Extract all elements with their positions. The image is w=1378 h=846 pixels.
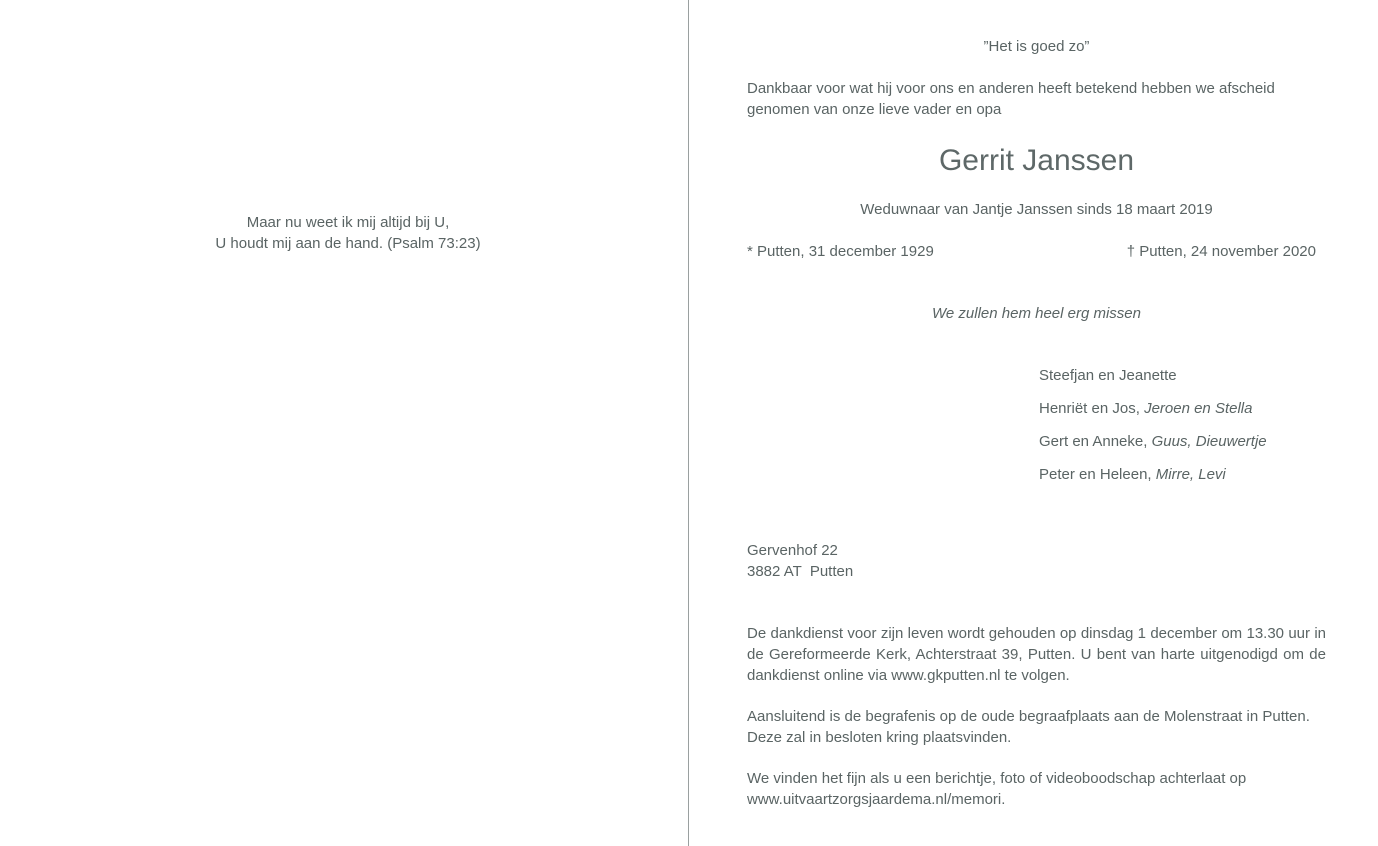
- widower-line: Weduwnaar van Jantje Janssen sinds 18 maart 2019: [860, 201, 1213, 218]
- family-row: [1039, 365, 1267, 398]
- messages-line-1: We vinden het fijn als u een berichtje, foto of videoboodschap achterlaat op: [747, 770, 1247, 787]
- address-city: 3882 AT Putten: [747, 563, 854, 580]
- family-adults: Peter en Heleen,: [1039, 466, 1156, 483]
- address-street: Gervenhof 22: [747, 542, 838, 559]
- service-paragraph: De dankdienst voor zijn leven wordt gehouden op dinsdag 1 december om 13.30 uur in de Gereformeerde Kerk, Achterstraat 39, Putten. U bent van harte uitgenodigd om de dankdienst online via www.gkputten.nl te volgen.: [747, 625, 1326, 684]
- address: [747, 540, 1326, 582]
- memorial-link: www.uitvaartzorgsjaardema.nl/memori.: [747, 791, 1006, 808]
- family-kids: Guus, Dieuwertje: [1151, 433, 1267, 450]
- intro-text: [747, 78, 1326, 120]
- burial-line-2: Deze zal in besloten kring plaatsvinden.: [747, 729, 1012, 746]
- family-row: [1039, 464, 1267, 497]
- verse-line-2: U houdt mij aan de hand. (Psalm 73:23): [215, 235, 481, 252]
- family-kids: Jeroen en Stella: [1144, 400, 1253, 417]
- family-adults: Steefjan en Jeanette: [1039, 367, 1177, 384]
- family-list: [1039, 365, 1267, 497]
- intro-line-2: genomen van onze lieve vader en opa: [747, 101, 1002, 118]
- family-row: [1039, 398, 1267, 431]
- miss-line: We zullen hem heel erg missen: [932, 305, 1141, 322]
- deceased-name: Gerrit Janssen: [938, 144, 1135, 177]
- family-adults: Henriët en Jos,: [1039, 400, 1145, 417]
- verse-line-1: Maar nu weet ik mij altijd bij U,: [246, 214, 450, 231]
- burial-line-1: Aansluitend is de begrafenis op de oude begraafplaats aan de Molenstraat in Putten.: [747, 708, 1310, 725]
- psalm-verse: [148, 212, 548, 254]
- dates-row: [747, 241, 1326, 262]
- burial-paragraph: [747, 706, 1326, 748]
- messages-paragraph: [747, 768, 1326, 810]
- birth-date: * Putten, 31 december 1929: [747, 243, 934, 260]
- page-divider: [688, 0, 689, 846]
- motto: ”Het is goed zo”: [983, 38, 1090, 55]
- family-adults: Gert en Anneke,: [1039, 433, 1152, 450]
- family-row: [1039, 431, 1267, 464]
- intro-line-1: Dankbaar voor wat hij voor ons en anderen heeft betekend hebben we afscheid: [747, 80, 1275, 97]
- family-kids: Mirre, Levi: [1155, 466, 1226, 483]
- death-date: † Putten, 24 november 2020: [1126, 243, 1316, 260]
